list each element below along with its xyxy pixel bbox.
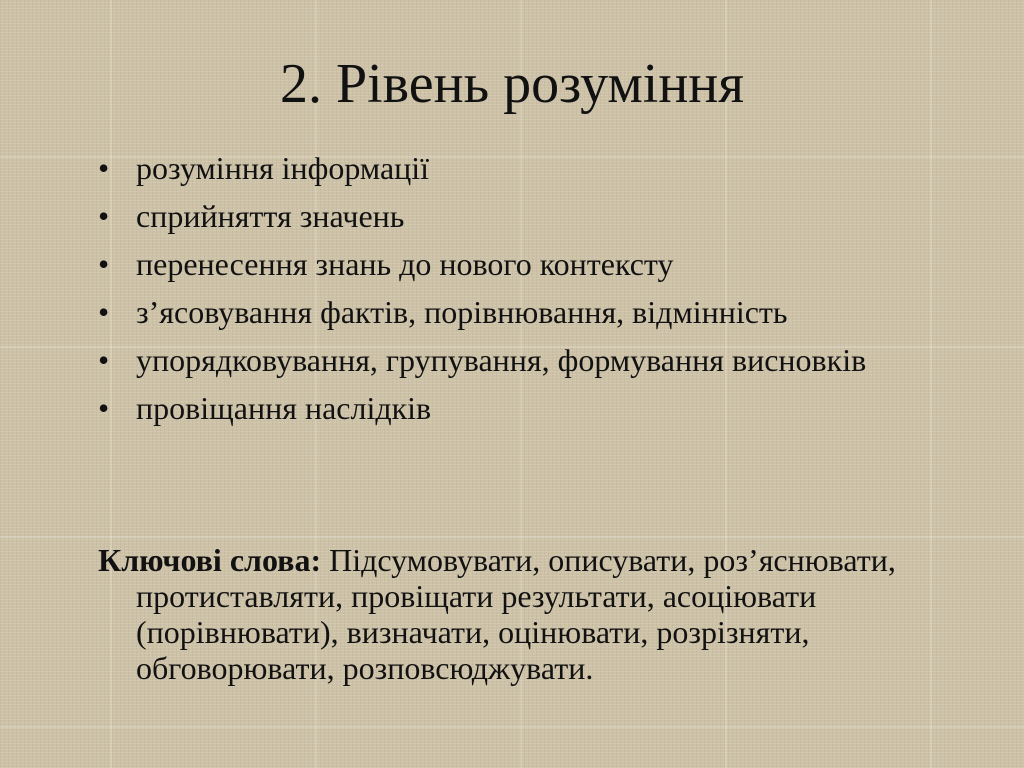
bullet-item [98, 246, 918, 282]
bullet-list [98, 150, 918, 438]
bullet-text: сприйняття значень [136, 198, 405, 234]
keywords-paragraph [98, 542, 936, 686]
bullet-item [98, 294, 918, 330]
keywords-text: Підсумовувати, описувати, роз’яснювати, протиставляти, провіщати результати, асоціювати (порівнювати), визначати, оцінювати, розрізняти, обговорювати, розповсюджувати. [136, 542, 896, 686]
bullet-text: розуміння інформації [136, 150, 430, 186]
bullet-item [98, 342, 918, 378]
bullet-item [98, 390, 918, 426]
bullet-item [98, 150, 918, 186]
bullet-text: з’ясовування фактів, порівнювання, відмінність [136, 294, 788, 330]
bullet-text: провіщання наслідків [136, 390, 432, 426]
keywords-label: Ключові слова: [98, 542, 322, 578]
bullet-dot-icon: • [98, 198, 110, 234]
bullet-text: упорядковування, групування, формування висновків [136, 342, 867, 378]
bullet-dot-icon: • [98, 342, 110, 378]
slide-title: 2. Рівень розуміння [279, 53, 745, 115]
bullet-dot-icon: • [98, 150, 110, 186]
bullet-dot-icon: • [98, 294, 110, 330]
bullet-dot-icon: • [98, 246, 110, 282]
bullet-item [98, 198, 918, 234]
bullet-text: перенесення знань до нового контексту [136, 246, 674, 282]
bullet-dot-icon: • [98, 390, 110, 426]
